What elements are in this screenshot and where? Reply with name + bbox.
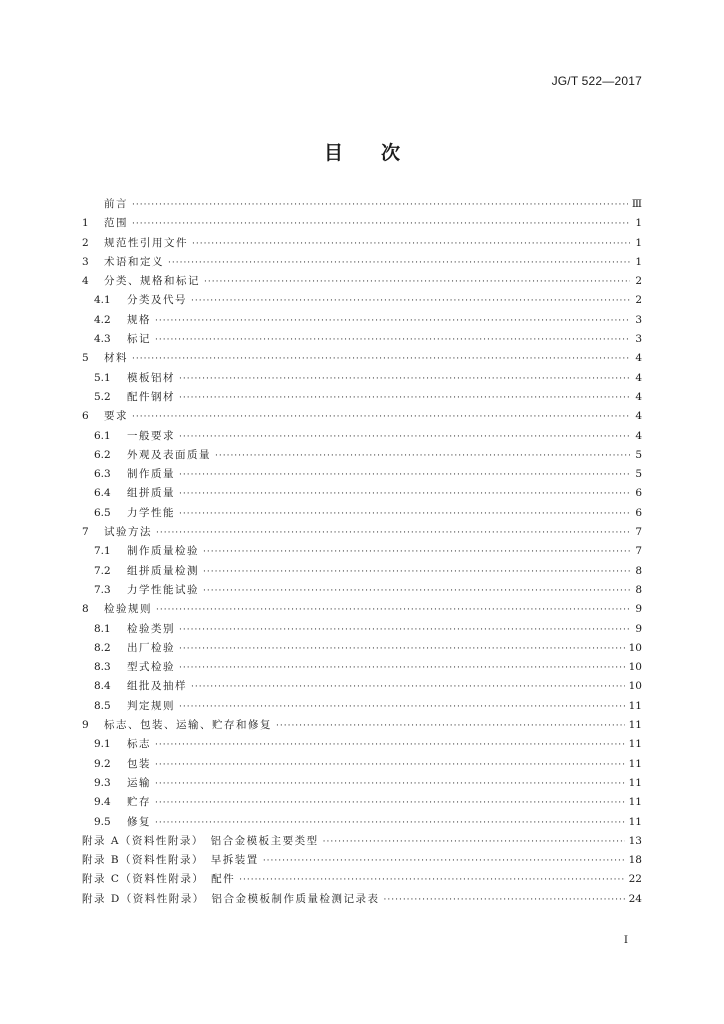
toc-entry-number: 4.2	[94, 313, 111, 326]
toc-entry-label: 范围	[104, 217, 128, 230]
toc-entry-page: 11	[628, 796, 642, 809]
toc-entry-number: 4.3	[94, 333, 111, 346]
toc-entry-number: 1	[82, 217, 89, 230]
toc-entry[interactable]	[82, 350, 642, 369]
toc-entry-label: 组拼质量	[127, 487, 175, 500]
toc-entry-page: 6	[635, 506, 642, 519]
toc-entry-label: 制作质量	[127, 468, 175, 481]
toc-entry-label: 试验方法	[104, 526, 152, 539]
toc-entry[interactable]	[82, 273, 642, 292]
toc-entry-label: 标记	[127, 333, 151, 346]
toc-entry-page: 11	[628, 776, 642, 789]
toc-entry-page: 9	[635, 603, 642, 616]
toc-entry-page: 3	[635, 333, 642, 346]
toc-entry[interactable]	[82, 833, 642, 852]
toc-entry[interactable]	[82, 215, 642, 234]
dot-leader	[156, 528, 630, 538]
dot-leader	[132, 219, 630, 229]
dot-leader	[155, 740, 625, 750]
dot-leader	[155, 760, 625, 770]
toc-entry-number: 5	[82, 352, 89, 365]
dot-leader	[179, 489, 630, 499]
toc-entry-label: 检验类别	[127, 622, 175, 635]
toc-entry-page: 2	[635, 294, 642, 307]
toc-entry-number: 8.2	[94, 641, 111, 654]
toc-entry[interactable]	[82, 543, 642, 562]
toc-entry-page: 3	[635, 313, 642, 326]
toc-entry-label: 前言	[104, 198, 128, 210]
toc-entry[interactable]	[82, 312, 642, 331]
toc-entry-number: 9.3	[94, 776, 111, 789]
toc-entry-label: 一般要求	[127, 429, 175, 442]
toc-entry-page: 1	[635, 236, 642, 249]
toc-entry-number: 4	[82, 275, 89, 288]
toc-entry-page: 4	[635, 352, 642, 365]
page-number: Ⅰ	[623, 934, 628, 946]
dot-leader	[179, 625, 630, 635]
dot-leader	[179, 393, 630, 403]
toc-entry-number: 8.5	[94, 699, 111, 712]
toc-entry[interactable]	[82, 659, 642, 678]
dot-leader	[179, 432, 630, 442]
toc-entry-page: Ⅲ	[631, 198, 642, 210]
toc-entry-label: 运输	[127, 776, 151, 789]
toc-entry[interactable]	[82, 698, 642, 717]
toc-entry-page: 4	[635, 390, 642, 403]
toc-entry-number: 9.1	[94, 738, 111, 751]
toc-entry[interactable]	[82, 852, 642, 871]
toc-entry-page: 4	[635, 410, 642, 423]
toc-entry-label: 检验规则	[104, 603, 152, 616]
dot-leader	[179, 644, 625, 654]
toc-entry-label: 组拼质量检测	[127, 564, 199, 577]
toc-entry-label: 材料	[104, 352, 128, 365]
toc-entry[interactable]	[82, 254, 642, 273]
dot-leader	[179, 663, 625, 673]
toc-entry-number: 6.3	[94, 468, 111, 481]
toc-entry[interactable]	[82, 814, 642, 833]
page-title: 目次	[323, 142, 438, 164]
toc-entry-page: 1	[635, 217, 642, 230]
toc-entry-label: 制作质量检验	[127, 545, 199, 558]
toc-entry-page: 4	[635, 429, 642, 442]
toc-entry-number: 9	[82, 719, 89, 732]
dot-leader	[155, 779, 625, 789]
toc-entry-number: 5.1	[94, 371, 111, 384]
toc-entry-page: 8	[635, 583, 642, 596]
dot-leader	[203, 586, 630, 596]
toc-entry[interactable]	[82, 505, 642, 524]
toc-entry-page: 10	[628, 661, 642, 674]
toc-entry-label: 要求	[104, 410, 128, 423]
dot-leader	[155, 818, 625, 828]
toc-entry[interactable]	[82, 756, 642, 775]
dot-leader	[155, 335, 630, 345]
dot-leader	[156, 605, 630, 615]
toc-entry-number: 6.5	[94, 506, 111, 519]
toc-entry[interactable]	[82, 621, 642, 640]
toc-entry-page: 18	[628, 854, 642, 867]
toc-entry-label: 规格	[127, 313, 151, 326]
toc-entry[interactable]	[82, 196, 642, 215]
toc-entry[interactable]	[82, 408, 642, 427]
toc-entry[interactable]	[82, 428, 642, 447]
dot-leader	[192, 239, 630, 249]
toc-entry-page: 24	[628, 892, 642, 905]
dot-leader	[132, 412, 630, 422]
toc-entry-label: 力学性能试验	[127, 583, 199, 596]
toc-entry-page: 6	[635, 487, 642, 500]
toc-entry[interactable]	[82, 466, 642, 485]
dot-leader	[323, 837, 625, 847]
dot-leader	[179, 509, 630, 519]
toc-entry-page: 2	[635, 275, 642, 288]
toc-entry-number: 6	[82, 410, 89, 423]
dot-leader	[168, 258, 630, 268]
toc-entry-number: 3	[82, 255, 89, 268]
toc-entry-number: 4.1	[94, 294, 111, 307]
toc-entry-number: 7.2	[94, 564, 111, 577]
toc-entry-page: 1	[635, 255, 642, 268]
toc-entry-page: 11	[628, 757, 642, 770]
toc-entry-label: 组批及抽样	[127, 680, 187, 693]
toc-entry-number: 7.3	[94, 583, 111, 596]
toc-entry-number: 7	[82, 526, 89, 539]
toc-entry-label: 判定规则	[127, 699, 175, 712]
toc-entry[interactable]	[82, 871, 642, 890]
dot-leader	[179, 374, 630, 384]
toc-entry-number: 8.1	[94, 622, 111, 635]
toc-entry-page: 5	[635, 448, 642, 461]
table-of-contents	[82, 196, 642, 910]
dot-leader	[263, 856, 625, 866]
toc-entry[interactable]	[82, 736, 642, 755]
toc-entry[interactable]	[82, 891, 642, 910]
dot-leader	[215, 451, 630, 461]
toc-entry[interactable]	[82, 447, 642, 466]
toc-entry-label: 修复	[127, 815, 151, 828]
dot-leader	[191, 296, 630, 306]
toc-entry-label: 型式检验	[127, 661, 175, 674]
dot-leader	[203, 567, 630, 577]
dot-leader	[132, 354, 630, 364]
toc-entry[interactable]	[82, 775, 642, 794]
toc-entry-page: 7	[635, 545, 642, 558]
toc-entry-page: 7	[635, 526, 642, 539]
toc-entry[interactable]	[82, 485, 642, 504]
dot-leader	[179, 702, 625, 712]
toc-entry-label: 外观及表面质量	[127, 448, 211, 461]
dot-leader	[276, 721, 625, 731]
dot-leader	[239, 875, 625, 885]
toc-entry-number: 8.3	[94, 661, 111, 674]
dot-leader	[155, 798, 625, 808]
toc-entry-label: 分类及代号	[127, 294, 187, 307]
dot-leader	[179, 470, 630, 480]
toc-entry-label: 规范性引用文件	[104, 236, 188, 249]
toc-entry-page: 13	[628, 834, 642, 847]
toc-entry[interactable]	[82, 524, 642, 543]
toc-entry-label: 附录 A（资料性附录） 铝合金模板主要类型	[82, 834, 319, 847]
toc-entry[interactable]	[82, 331, 642, 350]
dot-leader	[384, 895, 625, 905]
toc-entry-page: 4	[635, 371, 642, 384]
toc-entry-page: 22	[628, 873, 642, 886]
toc-entry-label: 附录 C（资料性附录） 配件	[82, 873, 236, 886]
dot-leader	[203, 547, 630, 557]
toc-entry-label: 附录 D（资料性附录） 铝合金模板制作质量检测记录表	[82, 892, 380, 905]
toc-entry-page: 11	[628, 815, 642, 828]
toc-entry-label: 术语和定义	[104, 255, 164, 268]
toc-entry[interactable]	[82, 601, 642, 620]
toc-entry-number: 6.1	[94, 429, 111, 442]
dot-leader	[155, 316, 630, 326]
toc-entry[interactable]	[82, 235, 642, 254]
toc-entry-label: 力学性能	[127, 506, 175, 519]
toc-entry[interactable]	[82, 582, 642, 601]
toc-entry-page: 10	[628, 680, 642, 693]
toc-entry-number: 2	[82, 236, 89, 249]
toc-entry-number: 6.2	[94, 448, 111, 461]
toc-entry[interactable]	[82, 678, 642, 697]
toc-entry-number: 8	[82, 603, 89, 616]
toc-entry-page: 8	[635, 564, 642, 577]
toc-entry[interactable]	[82, 389, 642, 408]
toc-entry-page: 5	[635, 468, 642, 481]
dot-leader	[191, 682, 625, 692]
toc-entry[interactable]	[82, 563, 642, 582]
toc-entry-page: 10	[628, 641, 642, 654]
toc-entry-label: 分类、规格和标记	[104, 275, 200, 288]
toc-entry-label: 贮存	[127, 796, 151, 809]
standard-code: JG/T 522—2017	[551, 74, 642, 88]
toc-entry-number: 9.4	[94, 796, 111, 809]
toc-entry[interactable]	[82, 292, 642, 311]
dot-leader	[132, 200, 628, 210]
toc-entry-label: 附录 B（资料性附录） 早拆装置	[82, 854, 259, 867]
toc-entry-page: 11	[628, 699, 642, 712]
toc-entry-page: 9	[635, 622, 642, 635]
toc-entry-number: 6.4	[94, 487, 111, 500]
toc-entry-number: 9.5	[94, 815, 111, 828]
toc-entry[interactable]	[82, 370, 642, 389]
toc-entry[interactable]	[82, 640, 642, 659]
toc-entry-label: 配件钢材	[127, 390, 175, 403]
toc-entry-label: 出厂检验	[127, 641, 175, 654]
toc-entry-label: 标志	[127, 738, 151, 751]
toc-entry-number: 7.1	[94, 545, 111, 558]
toc-entry-page: 11	[628, 719, 642, 732]
dot-leader	[204, 277, 630, 287]
toc-entry-number: 9.2	[94, 757, 111, 770]
toc-entry-number: 5.2	[94, 390, 111, 403]
toc-entry-label: 包装	[127, 757, 151, 770]
toc-entry-number: 8.4	[94, 680, 111, 693]
toc-entry[interactable]	[82, 794, 642, 813]
toc-entry-page: 11	[628, 738, 642, 751]
toc-entry[interactable]	[82, 717, 642, 736]
toc-entry-label: 标志、包装、运输、贮存和修复	[104, 719, 272, 732]
toc-entry-label: 模板铝材	[127, 371, 175, 384]
